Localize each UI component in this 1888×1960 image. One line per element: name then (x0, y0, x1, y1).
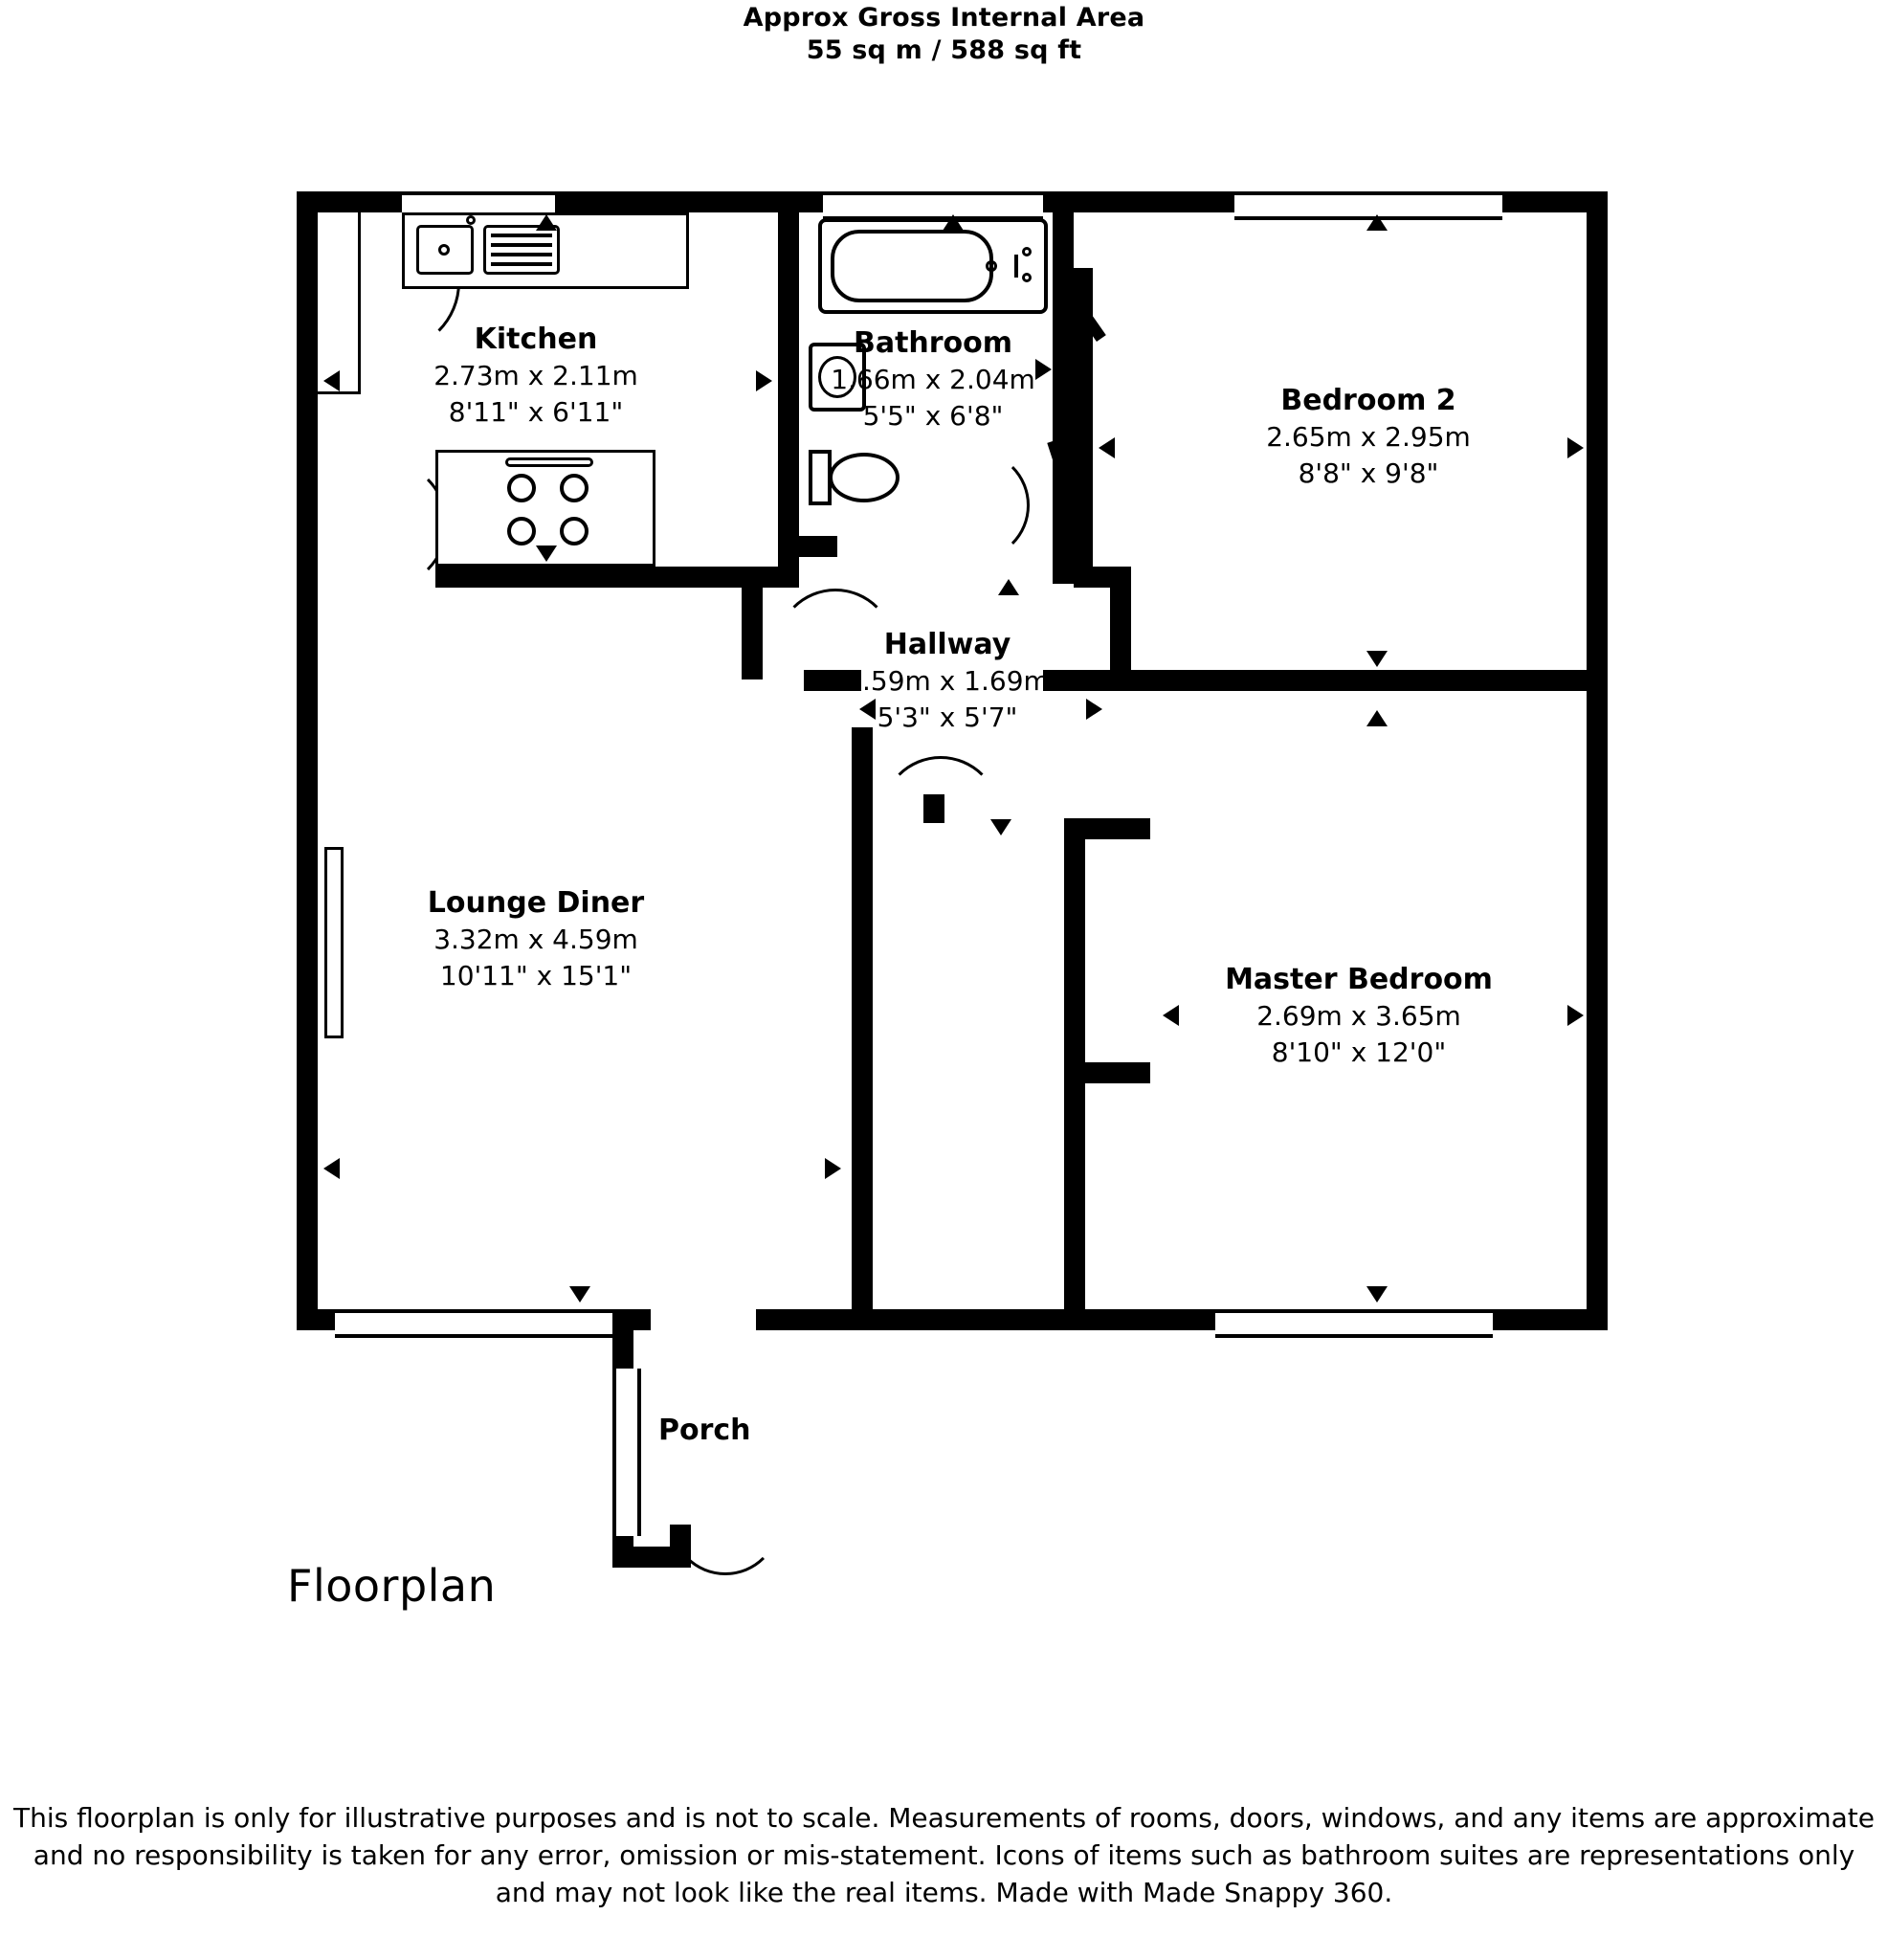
arrow-hallway-top (998, 579, 1019, 595)
kitchen-worktop-left (318, 212, 361, 394)
arrow-master-right (1567, 1005, 1584, 1026)
kitchen-tap (466, 215, 476, 225)
wall-master-mid-stub (1064, 1062, 1150, 1083)
arrow-bathroom-top (943, 214, 964, 231)
arrow-master-door (990, 819, 1011, 835)
wall-bottom-hall (756, 1309, 1215, 1330)
room-dimension-imperial: 8'10" x 12'0" (1271, 1036, 1447, 1068)
room-dimension-imperial: 5'5" x 6'8" (862, 400, 1004, 432)
wall-master-left-lower (1064, 1081, 1085, 1330)
kitchen-hob-ring-1 (507, 474, 536, 502)
window-lounge-bottom (335, 1309, 622, 1338)
room-name: Bedroom 2 (1280, 384, 1456, 417)
wall-bottom-right (1493, 1309, 1608, 1330)
kitchen-hob-controls (505, 457, 593, 467)
room-dimension-metric: 1.66m x 2.04m (831, 364, 1035, 395)
door-hall-bedroom2-arc (1062, 479, 1173, 590)
room-label-lounge-diner (344, 885, 727, 994)
wall-master-top (1064, 818, 1150, 839)
wall-lounge-right (852, 727, 873, 1330)
room-name: Kitchen (474, 323, 598, 356)
window-bathroom-top (823, 191, 1043, 220)
room-dimension-metric: 1.59m x 1.69m (845, 665, 1050, 697)
kitchen-hob-ring-4 (560, 517, 589, 546)
room-name: Hallway (883, 628, 1011, 661)
bathroom-bath-tap-1 (1022, 247, 1032, 256)
arrow-bedroom2-bottom (1366, 651, 1388, 667)
room-dimension-metric: 3.32m x 4.59m (433, 924, 638, 955)
bathroom-bath-tap-2 (1022, 273, 1032, 282)
wall-master-left-upper (1064, 818, 1085, 1067)
room-label-bedroom2 (1196, 383, 1541, 492)
wall-left-exterior (297, 191, 318, 1330)
arrow-lounge-left (323, 1158, 340, 1179)
window-master-bottom (1215, 1309, 1493, 1338)
room-dimension-imperial: 8'11" x 6'11" (448, 396, 624, 428)
bathroom-bath-inner (831, 230, 993, 302)
wall-top-mid (1043, 191, 1234, 212)
room-name: Bathroom (853, 326, 1013, 360)
kitchen-drain-groove-4 (491, 262, 552, 266)
arrow-kitchen-top (536, 214, 557, 231)
arrow-kitchen-right (756, 370, 772, 391)
room-dimension-metric: 2.69m x 3.65m (1256, 1000, 1461, 1032)
wall-hall-right-vert (1110, 574, 1131, 679)
wall-porch-upper-step (612, 1309, 633, 1369)
kitchen-draining-board (483, 225, 560, 275)
kitchen-drain-groove-3 (491, 253, 552, 256)
door-hall-bathroom-arc (919, 450, 1030, 561)
wall-bedroom2-bottom (1131, 670, 1608, 691)
arrow-bedroom2-right (1567, 437, 1584, 458)
kitchen-drain-groove-1 (491, 234, 552, 237)
room-name: Master Bedroom (1225, 963, 1493, 996)
door-porch-arc (670, 1464, 781, 1575)
arrow-lounge-bottom (569, 1286, 590, 1303)
room-label-kitchen (383, 322, 689, 431)
arrow-bedroom2-left (1099, 437, 1115, 458)
room-label-master-bedroom (1158, 962, 1560, 1071)
bathroom-bath-plug (986, 260, 997, 272)
room-dimension-imperial: 10'11" x 15'1" (439, 960, 633, 991)
window-porch-left (612, 1369, 641, 1536)
arrow-lounge-right (825, 1158, 841, 1179)
wall-right-exterior (1587, 191, 1608, 1330)
header-line-2: 55 sq m / 588 sq ft (806, 35, 1082, 65)
arrow-hallway-bottom-marker (1366, 710, 1388, 726)
arrow-kitchen-bottom (536, 546, 557, 562)
wall-top-kitchen-right (555, 191, 823, 212)
room-label-bathroom (794, 325, 1072, 434)
door-kitchen-lounge-arc (318, 459, 448, 590)
wall-porch-left-jamb (612, 1536, 633, 1568)
room-label-hallway (794, 627, 1100, 736)
arrow-bedroom2-top (1366, 214, 1388, 231)
disclaimer-text: This floorplan is only for illustrative purposes and is not to scale. Measurements of rooms, doors, windows, and any items are approximate and no responsibility is taken for any error, omission or mis-statement. Icons of items such as bathroom suites are representations only and may not look like the real items. Made with Made Snappy 360. (13, 1802, 1875, 1908)
room-dimension-imperial: 5'3" x 5'7" (877, 702, 1018, 733)
kitchen-sink-drain (438, 244, 450, 256)
room-dimension-imperial: 8'8" x 9'8" (1298, 457, 1439, 489)
room-name: Lounge Diner (427, 886, 645, 920)
door-master-arc (880, 756, 1001, 877)
wall-bathroom-bottom (799, 536, 837, 557)
room-label-porch: Porch (658, 1414, 751, 1447)
lounge-radiator (324, 847, 344, 1038)
floorplan-title: Floorplan (287, 1560, 497, 1612)
wall-bottom-left-stub (297, 1309, 335, 1330)
bathroom-toilet-bowl (829, 453, 900, 502)
arrow-master-bottom (1366, 1286, 1388, 1303)
header-line-1: Approx Gross Internal Area (743, 3, 1145, 33)
kitchen-drain-groove-2 (491, 243, 552, 247)
room-dimension-metric: 2.65m x 2.95m (1266, 421, 1471, 453)
bathroom-bath-tap-stem (1014, 255, 1018, 278)
room-dimension-metric: 2.73m x 2.11m (433, 360, 638, 391)
wall-hall-left-vert (742, 574, 763, 679)
arrow-kitchen-left (323, 370, 340, 391)
kitchen-hob-ring-3 (507, 517, 536, 546)
kitchen-hob-ring-2 (560, 474, 589, 502)
